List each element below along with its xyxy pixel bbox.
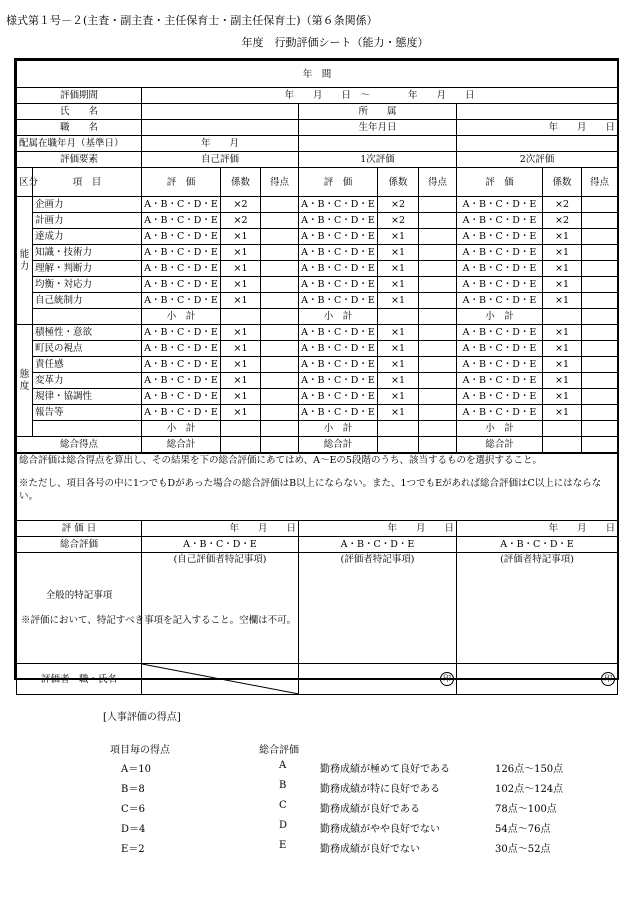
second-coef: ×1	[543, 357, 582, 373]
diagonal-strike	[142, 664, 299, 694]
blank-cell	[378, 437, 419, 453]
second-score-field[interactable]	[582, 357, 618, 373]
attitude-row	[17, 325, 618, 341]
second-rating-select[interactable]: A・B・C・D・E	[457, 245, 543, 261]
second-score-field[interactable]	[582, 405, 618, 421]
score-header: 得点	[582, 168, 618, 197]
item-name: 積極性・意欲	[33, 325, 142, 341]
signer-label: 評価者 職・氏名	[17, 664, 142, 695]
general-remarks-note: ※評価において、特記すべき事項を記入すること。空欄は不可。	[21, 615, 297, 626]
second-coef: ×1	[543, 373, 582, 389]
attitude-row	[17, 341, 618, 357]
second-score-field[interactable]	[582, 197, 618, 213]
rating-header: 評 価	[142, 168, 221, 197]
self-rating-select[interactable]: A・B・C・D・E	[142, 405, 221, 421]
blank-cell	[221, 437, 261, 453]
first-score-field[interactable]	[419, 357, 457, 373]
item-name: 均衡・対応力	[33, 277, 142, 293]
item-score-value: C＝6	[121, 804, 146, 815]
item-score-value: B＝8	[121, 784, 145, 795]
self-score-field[interactable]	[261, 373, 299, 389]
self-coef: ×2	[221, 213, 261, 229]
first-rating-select[interactable]: A・B・C・D・E	[299, 229, 378, 245]
first-rating-select[interactable]: A・B・C・D・E	[299, 197, 378, 213]
self-rating-select[interactable]: A・B・C・D・E	[142, 325, 221, 341]
instruction-line-1: 総合評価は総合得点を算出し、その結果を下の総合評価にあてはめ、A～Eの5段階のうち、該当するものを選択すること。	[19, 455, 542, 466]
first-rating-select[interactable]: A・B・C・D・E	[299, 357, 378, 373]
second-score-field[interactable]	[582, 277, 618, 293]
subtotal-label: 小 計	[299, 309, 378, 325]
self-rating-select[interactable]: A・B・C・D・E	[142, 245, 221, 261]
general-remarks-title: 全般的特記事項	[45, 590, 113, 601]
first-coef: ×1	[378, 245, 419, 261]
second-rating-select[interactable]: A・B・C・D・E	[457, 325, 543, 341]
self-score-field[interactable]	[261, 213, 299, 229]
item-name: 達成力	[33, 229, 142, 245]
first-score-field[interactable]	[419, 229, 457, 245]
self-score-field[interactable]	[261, 341, 299, 357]
grade-description: 勤務成績が極めて良好である	[320, 764, 450, 775]
self-rating-select[interactable]: A・B・C・D・E	[142, 293, 221, 309]
first-rating-select[interactable]: A・B・C・D・E	[299, 277, 378, 293]
first-rating-select[interactable]: A・B・C・D・E	[299, 405, 378, 421]
self-score-field[interactable]	[261, 229, 299, 245]
element-header: 評価要素	[17, 152, 142, 168]
item-score-value: A＝10	[121, 764, 151, 775]
first-coef: ×1	[378, 293, 419, 309]
grade-letter: B	[279, 780, 287, 791]
first-score-field[interactable]	[419, 389, 457, 405]
ability-row	[17, 245, 618, 261]
blank-cell	[543, 309, 582, 325]
second-overall-rating[interactable]: A・B・C・D・E	[457, 537, 618, 553]
self-coef: ×2	[221, 197, 261, 213]
second-coef: ×1	[543, 389, 582, 405]
coef-header: 係数	[221, 168, 261, 197]
item-name: 規律・協調性	[33, 389, 142, 405]
first-overall-rating[interactable]: A・B・C・D・E	[299, 537, 457, 553]
first-rating-select[interactable]: A・B・C・D・E	[299, 341, 378, 357]
first-rating-select[interactable]: A・B・C・D・E	[299, 261, 378, 277]
first-total-field[interactable]	[419, 437, 457, 453]
item-name: 計画力	[33, 213, 142, 229]
item-score-heading: 項目毎の得点	[110, 745, 170, 756]
self-overall-rating[interactable]: A・B・C・D・E	[142, 537, 299, 553]
dept-label: 所 属	[299, 104, 457, 120]
second-score-field[interactable]	[582, 261, 618, 277]
self-coef: ×1	[221, 373, 261, 389]
second-score-field[interactable]	[582, 245, 618, 261]
name-label: 氏 名	[17, 104, 142, 120]
self-coef: ×1	[221, 357, 261, 373]
ability-row	[17, 229, 618, 245]
second-remarks-field[interactable]	[457, 553, 618, 664]
second-coef: ×1	[543, 341, 582, 357]
evaluation-sheet	[14, 58, 619, 685]
grade-letter: A	[279, 760, 287, 771]
assign-field[interactable]: 年 月	[142, 136, 299, 152]
blank-cell	[543, 421, 582, 437]
ability-subtotal-row	[17, 309, 618, 325]
self-score-field[interactable]	[261, 405, 299, 421]
first-eval-header: 1次評価	[299, 152, 457, 168]
second-rating-select[interactable]: A・B・C・D・E	[457, 389, 543, 405]
blank-cell	[221, 421, 261, 437]
grade-letter: C	[279, 800, 287, 811]
eval-date-label: 評 価 日	[17, 521, 142, 537]
self-score-field[interactable]	[261, 293, 299, 309]
self-score-field[interactable]	[261, 357, 299, 373]
second-coef: ×2	[543, 197, 582, 213]
first-coef: ×1	[378, 389, 419, 405]
second-rating-select[interactable]: A・B・C・D・E	[457, 357, 543, 373]
second-subtotal-field[interactable]	[582, 421, 618, 437]
item-name: 変革力	[33, 373, 142, 389]
overall-label: 総合評価	[17, 537, 142, 553]
self-rating-select[interactable]: A・B・C・D・E	[142, 213, 221, 229]
item-score-value: E＝2	[121, 844, 145, 855]
first-coef: ×1	[378, 229, 419, 245]
second-coef: ×1	[543, 277, 582, 293]
second-coef: ×1	[543, 293, 582, 309]
self-total-field[interactable]	[261, 437, 299, 453]
birth-label: 生年月日	[299, 120, 457, 136]
first-coef: ×2	[378, 213, 419, 229]
grand-total-label: 総合計	[457, 437, 543, 453]
period-field[interactable]: 年 月 日 ～ 年 月 日	[142, 88, 618, 104]
attitude-subtotal-row	[17, 421, 618, 437]
subtotal-label: 小 計	[142, 309, 221, 325]
second-coef: ×1	[543, 261, 582, 277]
first-rating-select[interactable]: A・B・C・D・E	[299, 245, 378, 261]
coef-header: 係数	[378, 168, 419, 197]
subtotal-label: 小 計	[142, 421, 221, 437]
self-score-field[interactable]	[261, 261, 299, 277]
first-coef: ×1	[378, 357, 419, 373]
self-coef: ×1	[221, 229, 261, 245]
item-name: 企画力	[33, 197, 142, 213]
second-coef: ×1	[543, 229, 582, 245]
instructions	[17, 454, 618, 521]
first-coef: ×2	[378, 197, 419, 213]
first-score-field[interactable]	[419, 373, 457, 389]
self-remarks-caption: (自己評価者特記事項)	[173, 554, 267, 565]
second-rating-select[interactable]: A・B・C・D・E	[457, 213, 543, 229]
first-signer-field[interactable]	[299, 664, 457, 695]
item-name: 知識・技術力	[33, 245, 142, 261]
self-subtotal-field[interactable]	[261, 421, 299, 437]
position-field[interactable]	[142, 120, 299, 136]
second-remarks-caption: (評価者特記事項)	[500, 554, 574, 565]
blank-cell	[33, 421, 142, 437]
grand-total-label: 総合計	[299, 437, 378, 453]
self-rating-select[interactable]: A・B・C・D・E	[142, 357, 221, 373]
second-score-field[interactable]	[582, 213, 618, 229]
position-label: 職 名	[17, 120, 142, 136]
first-coef: ×1	[378, 325, 419, 341]
grade-letter: E	[279, 840, 287, 851]
self-score-field[interactable]	[261, 277, 299, 293]
first-rating-select[interactable]: A・B・C・D・E	[299, 213, 378, 229]
grade-description: 勤務成績が特に良好である	[320, 784, 440, 795]
item-name: 自己統制力	[33, 293, 142, 309]
ability-category-label: 能力	[17, 197, 33, 325]
first-score-field[interactable]	[419, 341, 457, 357]
first-rating-select[interactable]: A・B・C・D・E	[299, 325, 378, 341]
rating-header: 評 価	[457, 168, 543, 197]
second-coef: ×1	[543, 405, 582, 421]
first-rating-select[interactable]: A・B・C・D・E	[299, 293, 378, 309]
second-rating-select[interactable]: A・B・C・D・E	[457, 197, 543, 213]
second-total-field[interactable]	[582, 437, 618, 453]
first-remarks-field[interactable]	[299, 553, 457, 664]
dept-field[interactable]	[457, 104, 618, 120]
second-score-field[interactable]	[582, 293, 618, 309]
birth-field[interactable]: 年 月 日	[457, 120, 618, 136]
second-rating-select[interactable]: A・B・C・D・E	[457, 405, 543, 421]
attitude-row	[17, 405, 618, 421]
year-label: 年 間	[17, 61, 618, 88]
first-coef: ×1	[378, 261, 419, 277]
first-score-field[interactable]	[419, 325, 457, 341]
seal-icon: 印	[440, 672, 454, 686]
second-coef: ×2	[543, 213, 582, 229]
grade-range: 78点～100点	[495, 804, 557, 815]
sheet-title: 年度 行動評価シート（能力・態度）	[241, 36, 429, 49]
second-score-field[interactable]	[582, 389, 618, 405]
self-rating-select[interactable]: A・B・C・D・E	[142, 261, 221, 277]
self-rating-select[interactable]: A・B・C・D・E	[142, 373, 221, 389]
first-rating-select[interactable]: A・B・C・D・E	[299, 389, 378, 405]
item-header: 項 目	[33, 168, 142, 197]
blank-cell	[221, 309, 261, 325]
first-coef: ×1	[378, 373, 419, 389]
second-rating-select[interactable]: A・B・C・D・E	[457, 373, 543, 389]
grade-range: 54点～76点	[495, 824, 551, 835]
self-rating-select[interactable]: A・B・C・D・E	[142, 229, 221, 245]
self-score-field[interactable]	[261, 389, 299, 405]
second-score-field[interactable]	[582, 373, 618, 389]
grand-total-label: 総合計	[142, 437, 221, 453]
first-rating-select[interactable]: A・B・C・D・E	[299, 373, 378, 389]
self-coef: ×1	[221, 341, 261, 357]
seal-icon: 印	[601, 672, 615, 686]
self-rating-select[interactable]: A・B・C・D・E	[142, 341, 221, 357]
ability-row	[17, 213, 618, 229]
first-score-field[interactable]	[419, 293, 457, 309]
self-coef: ×1	[221, 277, 261, 293]
self-coef: ×1	[221, 293, 261, 309]
first-subtotal-field[interactable]	[419, 309, 457, 325]
blank-cell	[33, 309, 142, 325]
ability-row	[17, 293, 618, 309]
grade-description: 勤務成績が良好でない	[320, 844, 420, 855]
second-eval-date[interactable]: 年 月 日	[457, 521, 618, 537]
second-score-field[interactable]	[582, 325, 618, 341]
first-score-field[interactable]	[419, 245, 457, 261]
second-score-field[interactable]	[582, 341, 618, 357]
item-name: 理解・判断力	[33, 261, 142, 277]
first-score-field[interactable]	[419, 277, 457, 293]
attitude-row	[17, 357, 618, 373]
second-rating-select[interactable]: A・B・C・D・E	[457, 261, 543, 277]
self-score-field[interactable]	[261, 325, 299, 341]
overall-heading: 総合評価	[259, 745, 299, 756]
second-rating-select[interactable]: A・B・C・D・E	[457, 293, 543, 309]
subtotal-label: 小 計	[457, 421, 543, 437]
total-label: 総合得点	[17, 437, 142, 453]
subtotal-label: 小 計	[457, 309, 543, 325]
self-signer-crossed	[142, 664, 299, 695]
blank-cell	[378, 421, 419, 437]
attitude-category-label: 態度	[17, 325, 33, 437]
second-subtotal-field[interactable]	[582, 309, 618, 325]
self-subtotal-field[interactable]	[261, 309, 299, 325]
first-eval-date[interactable]: 年 月 日	[299, 521, 457, 537]
first-coef: ×1	[378, 405, 419, 421]
rating-header: 評 価	[299, 168, 378, 197]
second-rating-select[interactable]: A・B・C・D・E	[457, 229, 543, 245]
attitude-row	[17, 389, 618, 405]
second-rating-select[interactable]: A・B・C・D・E	[457, 277, 543, 293]
score-header: 得点	[419, 168, 457, 197]
grade-range: 126点～150点	[495, 764, 564, 775]
second-coef: ×1	[543, 325, 582, 341]
ability-row	[17, 261, 618, 277]
period-label: 評価期間	[17, 88, 142, 104]
self-rating-select[interactable]: A・B・C・D・E	[142, 389, 221, 405]
grade-range: 30点～52点	[495, 844, 551, 855]
first-coef: ×1	[378, 341, 419, 357]
item-score-value: D＝4	[121, 824, 146, 835]
score-guide-title: [人事評価の得点]	[103, 712, 181, 723]
second-rating-select[interactable]: A・B・C・D・E	[457, 341, 543, 357]
form-number: 様式第１号－２(主査・副主査・主任保育士・副主任保育士)（第６条関係）	[6, 14, 378, 27]
attitude-row	[17, 373, 618, 389]
self-score-field[interactable]	[261, 245, 299, 261]
total-row	[17, 437, 618, 453]
first-score-field[interactable]	[419, 213, 457, 229]
grade-description: 勤務成績が良好である	[320, 804, 420, 815]
first-score-field[interactable]	[419, 405, 457, 421]
self-rating-select[interactable]: A・B・C・D・E	[142, 277, 221, 293]
first-subtotal-field[interactable]	[419, 421, 457, 437]
item-name: 責任感	[33, 357, 142, 373]
score-header: 得点	[261, 168, 299, 197]
self-coef: ×1	[221, 245, 261, 261]
first-coef: ×1	[378, 277, 419, 293]
item-name: 町民の視点	[33, 341, 142, 357]
first-score-field[interactable]	[419, 261, 457, 277]
name-field[interactable]	[142, 104, 299, 120]
self-eval-date[interactable]: 年 月 日	[142, 521, 299, 537]
ability-row	[17, 197, 618, 213]
self-coef: ×1	[221, 261, 261, 277]
evaluation-table	[16, 60, 618, 453]
self-coef: ×1	[221, 389, 261, 405]
evaluation-footer-table	[16, 453, 618, 695]
self-score-field[interactable]	[261, 197, 299, 213]
self-remarks-field[interactable]	[142, 553, 299, 664]
instruction-line-2: ※ただし、項目各号の中に1つでもDがあった場合の総合評価はB以上にならない。また、1つでもEがあれば総合評価はC以上にはならない。	[19, 478, 602, 502]
assign-label: 配属在職年月（基準日）	[17, 136, 142, 152]
blank-cell	[378, 309, 419, 325]
ability-row	[17, 277, 618, 293]
self-eval-header: 自己評価	[142, 152, 299, 168]
subtotal-label: 小 計	[299, 421, 378, 437]
coef-header: 係数	[543, 168, 582, 197]
self-coef: ×1	[221, 325, 261, 341]
item-name: 報告等	[33, 405, 142, 421]
first-score-field[interactable]	[419, 197, 457, 213]
self-coef: ×1	[221, 405, 261, 421]
second-eval-header: 2次評価	[457, 152, 618, 168]
grade-range: 102点～124点	[495, 784, 564, 795]
first-remarks-caption: (評価者特記事項)	[340, 554, 415, 565]
second-signer-field[interactable]	[457, 664, 618, 695]
blank-cell	[543, 437, 582, 453]
grade-description: 勤務成績がやや良好でない	[320, 824, 440, 835]
second-coef: ×1	[543, 245, 582, 261]
second-score-field[interactable]	[582, 229, 618, 245]
self-rating-select[interactable]: A・B・C・D・E	[142, 197, 221, 213]
grade-letter: D	[279, 820, 288, 831]
category-header: 区分	[17, 168, 33, 197]
